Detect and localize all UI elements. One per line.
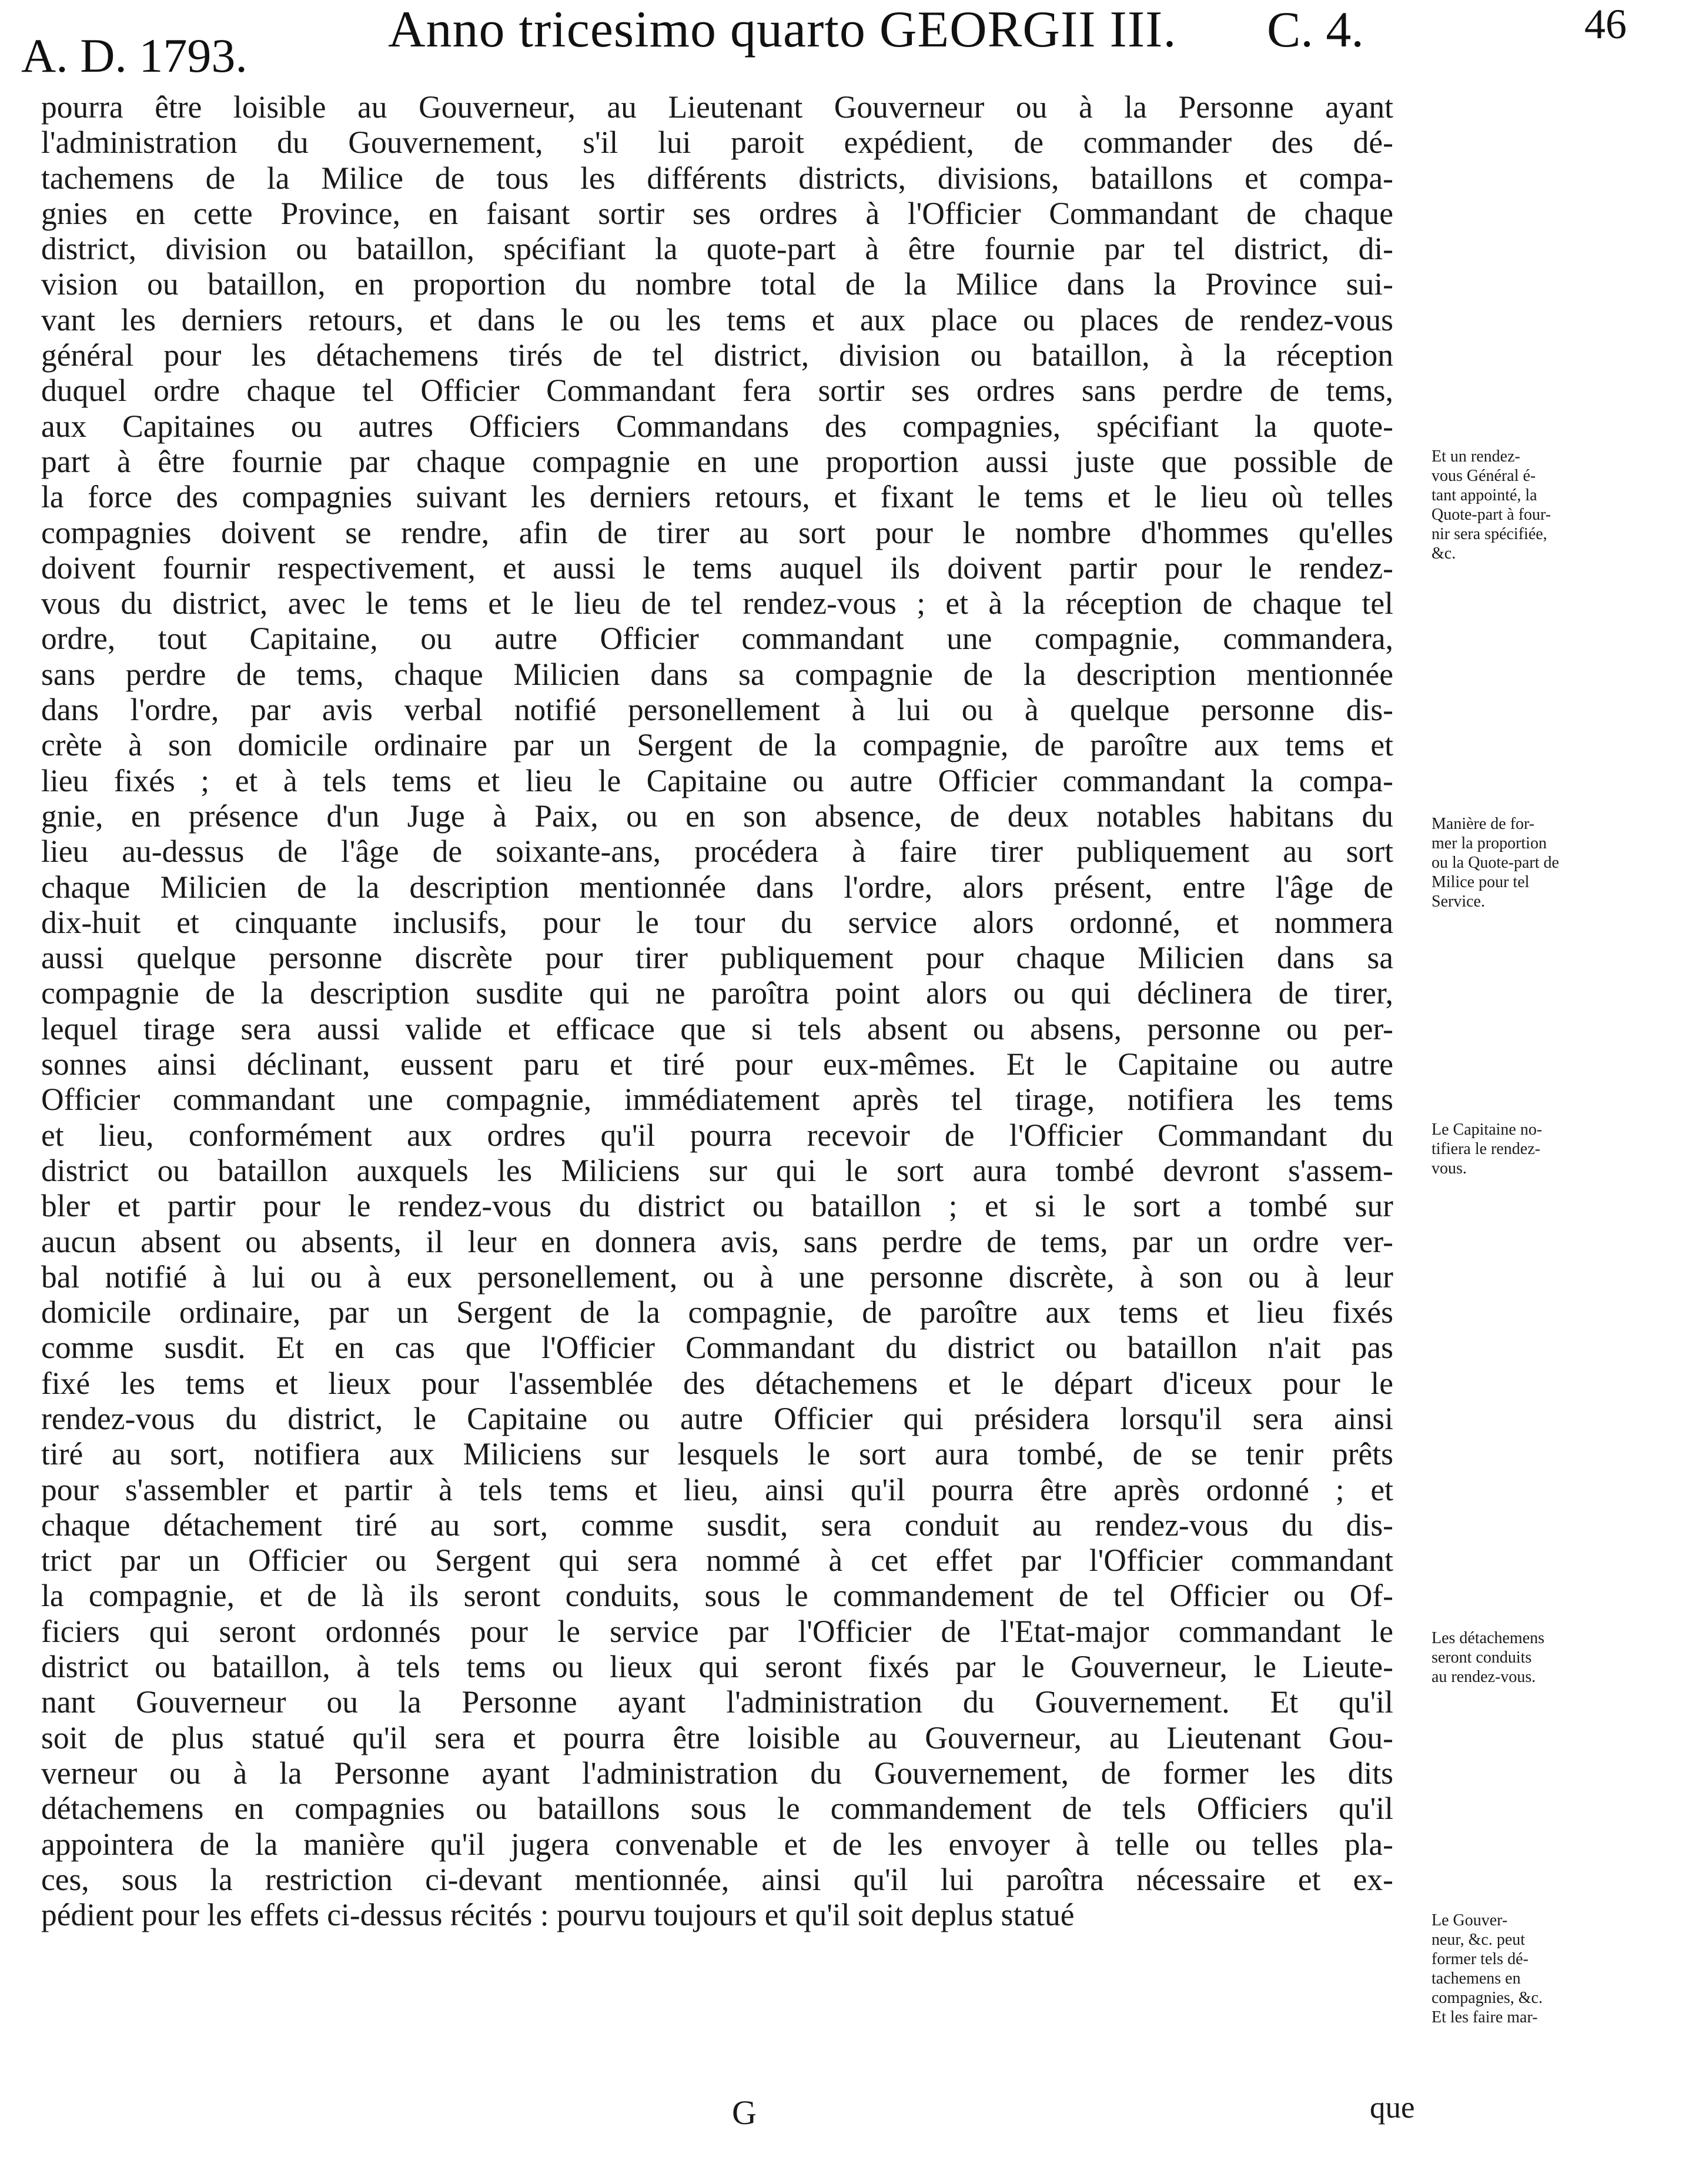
- body-line: part à être fournie par chaque compagnie en une proportion aussi juste que possible de: [41, 443, 1393, 479]
- body-line: crète à son domicile ordinaire par un Sergent de la compagnie, de paroître aux tems et: [41, 727, 1393, 763]
- body-line: gnie, en présence d'un Juge à Paix, ou en son absence, de deux notables habitans du: [41, 798, 1393, 834]
- margin-note-line: neur, &c. peut: [1432, 1931, 1526, 1949]
- margin-note-line: Et les faire mar-: [1432, 2008, 1538, 2026]
- body-line: ordre, tout Capitaine, ou autre Officier commandant une compagnie, commandera,: [41, 621, 1393, 657]
- margin-note-proportion: [1432, 814, 1608, 911]
- body-line: district ou bataillon, à tels tems ou lieux qui seront fixés par le Gouverneur, le Lieute-: [41, 1649, 1393, 1685]
- margin-note-line: Le Capitaine no-: [1432, 1121, 1543, 1139]
- body-line: général pour les détachemens tirés de tel district, division ou bataillon, à la réception: [41, 337, 1393, 373]
- margin-note-line: vous Général é-: [1432, 467, 1536, 485]
- header-page-number: 46: [1584, 1, 1627, 48]
- body-line: la compagnie, et de là ils seront conduits, sous le commandement de tel Officier ou Of-: [41, 1578, 1393, 1614]
- margin-note-line: ou la Quote-part de: [1432, 854, 1559, 872]
- body-line: appointera de la manière qu'il jugera convenable et de les envoyer à telle ou telles pla-: [41, 1826, 1393, 1862]
- margin-note-line: Service.: [1432, 892, 1485, 911]
- margin-note-line: vous.: [1432, 1159, 1467, 1178]
- body-line: compagnies doivent se rendre, afin de tirer au sort pour le nombre d'hommes qu'elles: [41, 514, 1393, 550]
- margin-note-line: mer la proportion: [1432, 834, 1547, 852]
- body-line: sans perdre de tems, chaque Milicien dans sa compagnie de la description mentionnée: [41, 656, 1393, 692]
- margin-note-line: compagnies, &c.: [1432, 1989, 1543, 2007]
- body-line: bler et partir pour le rendez-vous du district ou bataillon ; et si le sort a tombé sur: [41, 1188, 1393, 1224]
- header-title: Anno tricesimo quarto GEORGII III.: [388, 1, 1177, 58]
- body-line: vous du district, avec le tems et le lieu de tel rendez-vous ; et à la réception de chaque tel: [41, 586, 1393, 621]
- margin-note-line: tachemens en: [1432, 1969, 1521, 1988]
- margin-note-line: au rendez-vous.: [1432, 1668, 1536, 1686]
- body-line: dix-huit et cinquante inclusifs, pour le tour du service alors ordonné, et nommera: [41, 904, 1393, 940]
- body-line: tiré au sort, notifiera aux Miliciens sur lesquels le sort aura tombé, de se tenir prêts: [41, 1436, 1393, 1472]
- header-chapter: C. 4.: [1267, 1, 1364, 58]
- body-line: détachemens en compagnies ou bataillons sous le commandement de tels Officiers qu'il: [41, 1791, 1393, 1827]
- margin-note-line: Le Gouver-: [1432, 1911, 1508, 1929]
- body-line: tachemens de la Milice de tous les différents districts, divisions, bataillons et compa-: [41, 160, 1393, 196]
- header-year: A. D. 1793.: [21, 29, 248, 82]
- body-line: chaque Milicien de la description mentionnée dans l'ordre, alors présent, entre l'âge de: [41, 869, 1393, 905]
- body-line: ces, sous la restriction ci-devant mentionnée, ainsi qu'il lui paroîtra nécessaire et ex-: [41, 1861, 1393, 1897]
- body-line: pourra être loisible au Gouverneur, au Lieutenant Gouverneur ou à la Personne ayant: [41, 89, 1393, 125]
- signature-mark: G: [732, 2093, 757, 2132]
- body-line: chaque détachement tiré au sort, comme susdit, sera conduit au rendez-vous du dis-: [41, 1507, 1393, 1543]
- margin-note-line: Quote-part à four-: [1432, 506, 1551, 524]
- body-line: nant Gouverneur ou la Personne ayant l'administration du Gouvernement. Et qu'il: [41, 1684, 1393, 1720]
- body-text: [41, 89, 1393, 1932]
- body-line: pédient pour les effets ci-dessus récités : pourvu toujours et qu'il soit deplus statué: [41, 1897, 1075, 1933]
- body-line: district, division ou bataillon, spécifiant la quote-part à être fournie par tel district, di-: [41, 231, 1393, 267]
- margin-note-line: Manière de for-: [1432, 815, 1535, 833]
- body-line: sonnes ainsi déclinant, eussent paru et tiré pour eux-mêmes. Et le Capitaine ou autre: [41, 1046, 1393, 1082]
- body-line: lequel tirage sera aussi valide et efficace que si tels absent ou absens, personne ou per-: [41, 1011, 1393, 1046]
- body-line: pour s'assembler et partir à tels tems et lieu, ainsi qu'il pourra être après ordonné ; et: [41, 1471, 1393, 1507]
- body-line: gnies en cette Province, en faisant sortir ses ordres à l'Officier Commandant de chaque: [41, 195, 1393, 231]
- body-line: et lieu, conformément aux ordres qu'il pourra recevoir de l'Officier Commandant du: [41, 1117, 1393, 1153]
- body-line: district ou bataillon auxquels les Miliciens sur qui le sort aura tombé devront s'assem-: [41, 1152, 1393, 1188]
- catchword: que: [1370, 2091, 1415, 2125]
- body-line: compagnie de la description susdite qui ne paroîtra point alors ou qui déclinera de tirer,: [41, 975, 1393, 1011]
- body-line: rendez-vous du district, le Capitaine ou autre Officier qui présidera lorsqu'il sera ainsi: [41, 1400, 1393, 1436]
- body-line: fixé les tems et lieux pour l'assemblée des détachemens et le départ d'iceux pour le: [41, 1365, 1393, 1401]
- margin-note-line: tifiera le rendez-: [1432, 1140, 1540, 1158]
- margin-note-line: nir sera spécifiée,: [1432, 525, 1547, 543]
- body-line: lieu au-dessus de l'âge de soixante-ans, procédera à faire tirer publiquement au sort: [41, 834, 1393, 869]
- margin-note-line: seront conduits: [1432, 1648, 1532, 1667]
- margin-note-line: Milice pour tel: [1432, 873, 1530, 891]
- margin-note-captain: [1432, 1120, 1608, 1178]
- body-line: bal notifié à lui ou à eux personellement, ou à une personne discrète, à son ou à leur: [41, 1259, 1393, 1295]
- body-line: soit de plus statué qu'il sera et pourra être loisible au Gouverneur, au Lieutenant Gou-: [41, 1720, 1393, 1755]
- body-line: Officier commandant une compagnie, immédiatement après tel tirage, notifiera les tems: [41, 1082, 1393, 1118]
- body-line: l'administration du Gouvernement, s'il lui paroit expédient, de commander des dé-: [41, 125, 1393, 160]
- margin-note-rendezvous: [1432, 447, 1608, 563]
- body-line: vision ou bataillon, en proportion du nombre total de la Milice dans la Province sui-: [41, 266, 1393, 302]
- body-line: lieu fixés ; et à tels tems et lieu le Capitaine ou autre Officier commandant la compa-: [41, 762, 1393, 798]
- margin-note-line: tant appointé, la: [1432, 486, 1537, 504]
- margin-note-line: former tels dé-: [1432, 1950, 1529, 1968]
- body-line: ficiers qui seront ordonnés pour le service par l'Officier de l'Etat-major commandant le: [41, 1613, 1393, 1649]
- body-line: la force des compagnies suivant les derniers retours, et fixant le tems et le lieu où telles: [41, 479, 1393, 515]
- body-line: vant les derniers retours, et dans le ou les tems et aux place ou places de rendez-vous: [41, 302, 1393, 337]
- margin-note-line: Et un rendez-: [1432, 447, 1520, 466]
- body-line: verneur ou à la Personne ayant l'administration du Gouvernement, de former les dits: [41, 1755, 1393, 1791]
- body-line: duquel ordre chaque tel Officier Commandant fera sortir ses ordres sans perdre de tems,: [41, 373, 1393, 409]
- body-line: dans l'ordre, par avis verbal notifié personellement à lui ou à quelque personne dis-: [41, 692, 1393, 728]
- body-line: comme susdit. Et en cas que l'Officier Commandant du district ou bataillon n'ait pas: [41, 1330, 1393, 1366]
- body-line: doivent fournir respectivement, et aussi le tems auquel ils doivent partir pour le rendez-: [41, 550, 1393, 586]
- body-line: aussi quelque personne discrète pour tirer publiquement pour chaque Milicien dans sa: [41, 940, 1393, 976]
- body-line: aux Capitaines ou autres Officiers Commandans des compagnies, spécifiant la quote-: [41, 408, 1393, 444]
- body-line: domicile ordinaire, par un Sergent de la compagnie, de paroître aux tems et lieu fixés: [41, 1295, 1393, 1330]
- body-line: trict par un Officier ou Sergent qui sera nommé à cet effet par l'Officier commandant: [41, 1543, 1393, 1578]
- margin-note-line: Les détachemens: [1432, 1629, 1545, 1647]
- body-line: aucun absent ou absents, il leur en donnera avis, sans perdre de tems, par un ordre ver-: [41, 1223, 1393, 1259]
- margin-note-governor: [1432, 1911, 1608, 2027]
- margin-note-line: &c.: [1432, 544, 1456, 563]
- margin-note-detachments: [1432, 1628, 1608, 1687]
